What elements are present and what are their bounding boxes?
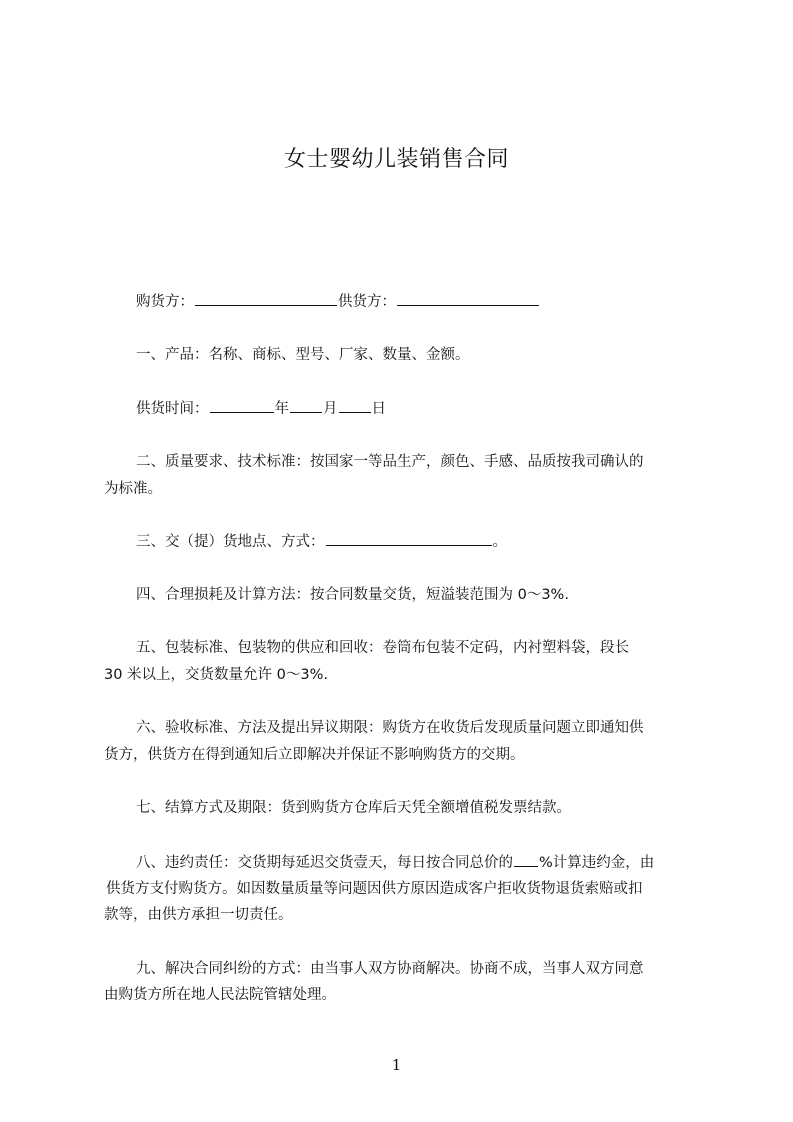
- clause-3: [136, 531, 507, 552]
- page-number: 1: [391, 1056, 402, 1074]
- month-blank: [290, 398, 322, 413]
- clause-8-line-1: [136, 852, 654, 873]
- clause-8-line-3: 款等，由供方承担一切责任。: [104, 907, 293, 923]
- clause-2-line-2: 为标准。: [104, 481, 162, 497]
- year-blank: [210, 398, 274, 413]
- day-blank: [339, 398, 371, 413]
- clause-7: 七、结算方式及期限：货到购货方仓库后天凭全额增值税发票结款。: [136, 800, 571, 816]
- seller-blank: [397, 291, 539, 306]
- clause-5-line-2: 30 米以上，交货数量允许 0～3%.: [104, 667, 329, 683]
- clause-3-end: 。: [492, 534, 507, 550]
- clause-4: 四、合理损耗及计算方法：按合同数量交货，短溢装范围为 0～3%.: [136, 587, 569, 603]
- buyer-blank: [195, 291, 337, 306]
- supply-time-label: 供货时间：: [136, 401, 209, 417]
- month-label: 月: [323, 401, 338, 417]
- penalty-rate-blank: [514, 852, 538, 867]
- clause-3-text: 三、交（提）货地点、方式：: [136, 534, 325, 550]
- buyer-label: 购货方：: [136, 294, 194, 310]
- clause-8-text-a: 八、违约责任：交货期每延迟交货壹天，每日按合同总价的: [136, 855, 513, 871]
- clause-2-line-1: 二、质量要求、技术标准：按国家一等品生产，颜色、手感、品质按我司确认的: [136, 454, 644, 470]
- supply-time-line: [136, 398, 386, 419]
- delivery-blank: [326, 531, 492, 546]
- year-label: 年: [274, 401, 289, 417]
- clause-1: 一、产品：名称、商标、型号、厂家、数量、金额。: [136, 347, 470, 363]
- parties-line: [136, 291, 540, 312]
- clause-9-line-2: 由购货方所在地人民法院管辖处理。: [104, 987, 336, 1003]
- seller-label: 供货方：: [338, 294, 396, 310]
- clause-5-line-1: 五、包装标准、包装物的供应和回收：卷筒布包装不定码，内衬塑料袋，段长: [136, 640, 629, 656]
- clause-6-line-2: 货方，供货方在得到通知后立即解决并保证不影响购货方的交期。: [104, 747, 525, 763]
- clause-6-line-1: 六、验收标准、方法及提出异议期限：购货方在收货后发现质量问题立即通知供: [136, 720, 644, 736]
- day-label: 日: [371, 401, 386, 417]
- clause-9-line-1: 九、解决合同纠纷的方式：由当事人双方协商解决。协商不成，当事人双方同意: [136, 961, 644, 977]
- clause-8-text-b: %计算违约金，由: [539, 855, 655, 871]
- clause-8-line-2: 供货方支付购货方。如因数量质量等问题因供方原因造成客户拒收货物退货索赔或扣: [106, 881, 643, 897]
- document-title: 女士婴幼儿装销售合同: [283, 147, 509, 172]
